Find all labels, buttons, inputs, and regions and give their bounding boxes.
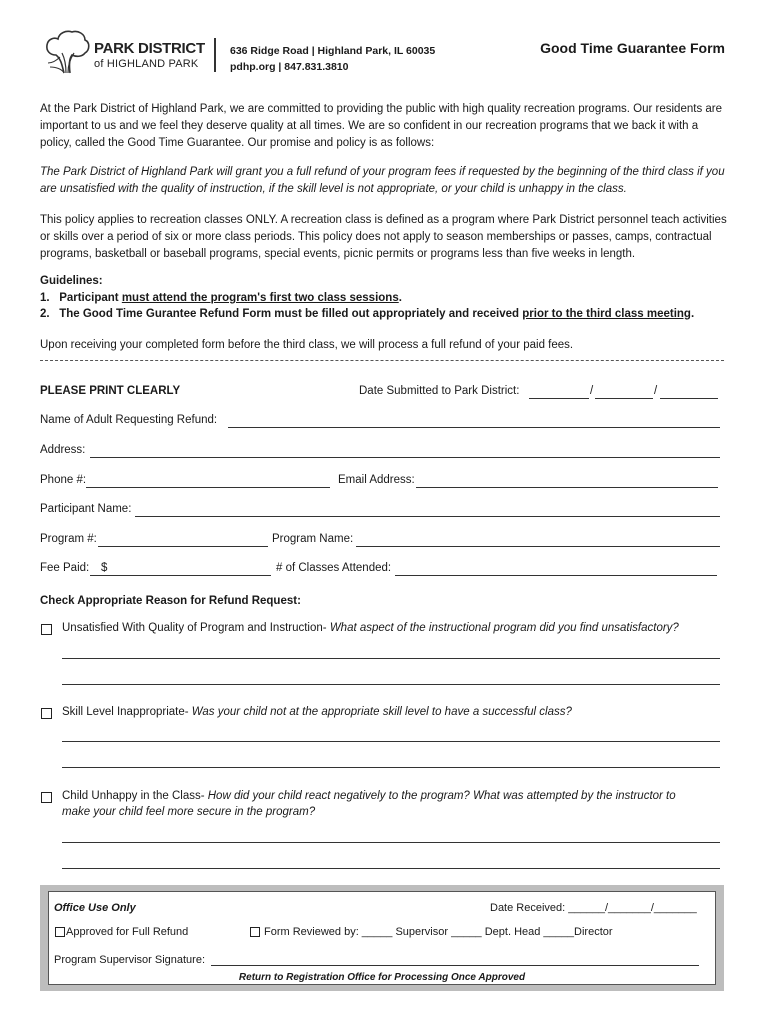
street-address: 636 Ridge Road | Highland Park, IL 60035 (230, 45, 436, 57)
reason-3-checkbox[interactable] (41, 792, 52, 803)
participant-name-label: Participant Name: (40, 503, 132, 515)
reason-1-checkbox[interactable] (41, 624, 52, 635)
fee-paid-label: Fee Paid: (40, 562, 90, 574)
date-submitted-month-field[interactable] (529, 398, 589, 399)
date-submitted-label: Date Submitted to Park District: (359, 385, 520, 397)
supervisor-signature-label: Program Supervisor Signature: (54, 954, 206, 966)
date-received: Date Received: ______/_______/_______ (490, 902, 697, 914)
address-field[interactable] (90, 457, 720, 458)
program-name-label: Program Name: (272, 533, 354, 545)
reason-1-question: What aspect of the instructional program did you find unsatisfactory? (329, 622, 679, 634)
approved-label: Approved for Full Refund (66, 926, 189, 938)
return-instructions: Return to Registration Office for Processing Once Approved (238, 972, 526, 983)
park-district-logo (42, 29, 222, 75)
office-use-box (40, 885, 724, 991)
reason-2-text (62, 706, 572, 718)
reason-3-question: How did your child react negatively to the program? What was attempted by the instructor to (207, 790, 676, 802)
reason-1-answer-line-1[interactable] (62, 658, 720, 659)
guideline-1 (40, 290, 730, 307)
reason-3-question-cont: make your child feel more secure in the program? (62, 806, 316, 818)
reason-3-answer-line-1[interactable] (62, 842, 720, 843)
office-use-heading: Office Use Only (54, 902, 136, 914)
fee-paid-field[interactable] (90, 575, 271, 576)
guideline-2 (40, 306, 730, 323)
reason-2-checkbox[interactable] (41, 708, 52, 719)
classes-attended-field[interactable] (395, 575, 717, 576)
form-reviewed-label: Form Reviewed by: _____ Supervisor _____ Dept. Head _____Director (264, 926, 613, 938)
participant-name-field[interactable] (135, 516, 720, 517)
contact-info: pdhp.org | 847.831.3810 (230, 61, 349, 73)
reason-2-label: Skill Level Inappropriate- (62, 706, 192, 718)
header-address-block (230, 43, 435, 75)
form-title: Good Time Guarantee Form (540, 40, 725, 56)
date-slash: / (590, 385, 594, 397)
policy-paragraph: This policy applies to recreation classes ONLY. A recreation class is defined as a program where Park District personnel teach activities or skills over a period of six or more class periods. This policy does not apply to season memberships or passes, camps, contractual programs, basketball or baseball programs, special events, picnic permits or programs less than five weeks in length. (40, 214, 727, 260)
classes-attended-label: # of Classes Attended: (276, 562, 392, 574)
guidelines-heading: Guidelines: (40, 275, 103, 287)
approved-checkbox[interactable] (55, 927, 65, 937)
date-slash: / (654, 385, 658, 397)
guideline-text: The Good Time Gurantee Refund Form must be filled out appropriately and received (59, 308, 523, 320)
reason-1-text (62, 622, 679, 634)
reason-1-answer-line-2[interactable] (62, 684, 720, 685)
program-number-label: Program #: (40, 533, 97, 545)
phone-field[interactable] (86, 487, 330, 488)
guideline-emphasis: must attend the program's first two class sessions (121, 292, 399, 304)
header-divider (214, 38, 216, 72)
guarantee-statement: The Park District of Highland Park will grant you a full refund of your program fees if requested by the beginning of the third class if you are unsatisfied with the quality of instruction, if the skill level is not appropriate, or your child is unhappy in the class. (40, 166, 725, 195)
dollar-sign: $ (101, 562, 108, 574)
email-field[interactable] (416, 487, 718, 488)
guideline-emphasis: prior to the third class meeting (522, 308, 691, 320)
email-label: Email Address: (338, 474, 415, 486)
adult-name-label: Name of Adult Requesting Refund: (40, 414, 218, 426)
reason-1-label: Unsatisfied With Quality of Program and Instruction- (62, 622, 330, 634)
cut-line-divider (40, 360, 724, 361)
office-use-panel (48, 891, 716, 985)
address-label: Address: (40, 444, 86, 456)
reason-2-answer-line-1[interactable] (62, 741, 720, 742)
guideline-text: . (690, 308, 695, 320)
program-name-field[interactable] (356, 546, 720, 547)
tree-logo-icon (42, 29, 92, 75)
reviewed-checkbox[interactable] (250, 927, 260, 937)
reason-2-question: Was your child not at the appropriate skill level to have a successful class? (191, 706, 572, 718)
reason-heading: Check Appropriate Reason for Refund Request: (40, 595, 301, 607)
adult-name-field[interactable] (228, 427, 720, 428)
logo-line-2: of HIGHLAND PARK (94, 58, 199, 70)
refund-processing-note: Upon receiving your completed form before the third class, we will process a full refund of your paid fees. (40, 339, 574, 351)
print-clearly-label: PLEASE PRINT CLEARLY (40, 385, 181, 397)
guideline-number: 2. (40, 308, 50, 320)
reason-3-answer-line-2[interactable] (62, 868, 720, 869)
guideline-text: . (398, 292, 402, 304)
program-number-field[interactable] (98, 546, 268, 547)
intro-paragraph: At the Park District of Highland Park, we are committed to providing the public with high quality recreation programs. Our residents are important to us and we feel they deserve quality at all times. We are so confident in our recreation programs that we back it with a policy, called the Good Time Guarantee. Our promise and policy is as follows: (40, 103, 723, 149)
reason-2-answer-line-2[interactable] (62, 767, 720, 768)
logo-line-1: PARK DISTRICT (94, 40, 205, 57)
date-submitted-day-field[interactable] (595, 398, 653, 399)
supervisor-signature-field[interactable] (211, 965, 699, 966)
guideline-number: 1. (40, 292, 50, 304)
phone-label: Phone #: (40, 474, 87, 486)
guideline-text: Participant (59, 292, 122, 304)
date-submitted-year-field[interactable] (660, 398, 718, 399)
reason-3-label: Child Unhappy in the Class- (62, 790, 208, 802)
reason-3-text (62, 790, 676, 802)
